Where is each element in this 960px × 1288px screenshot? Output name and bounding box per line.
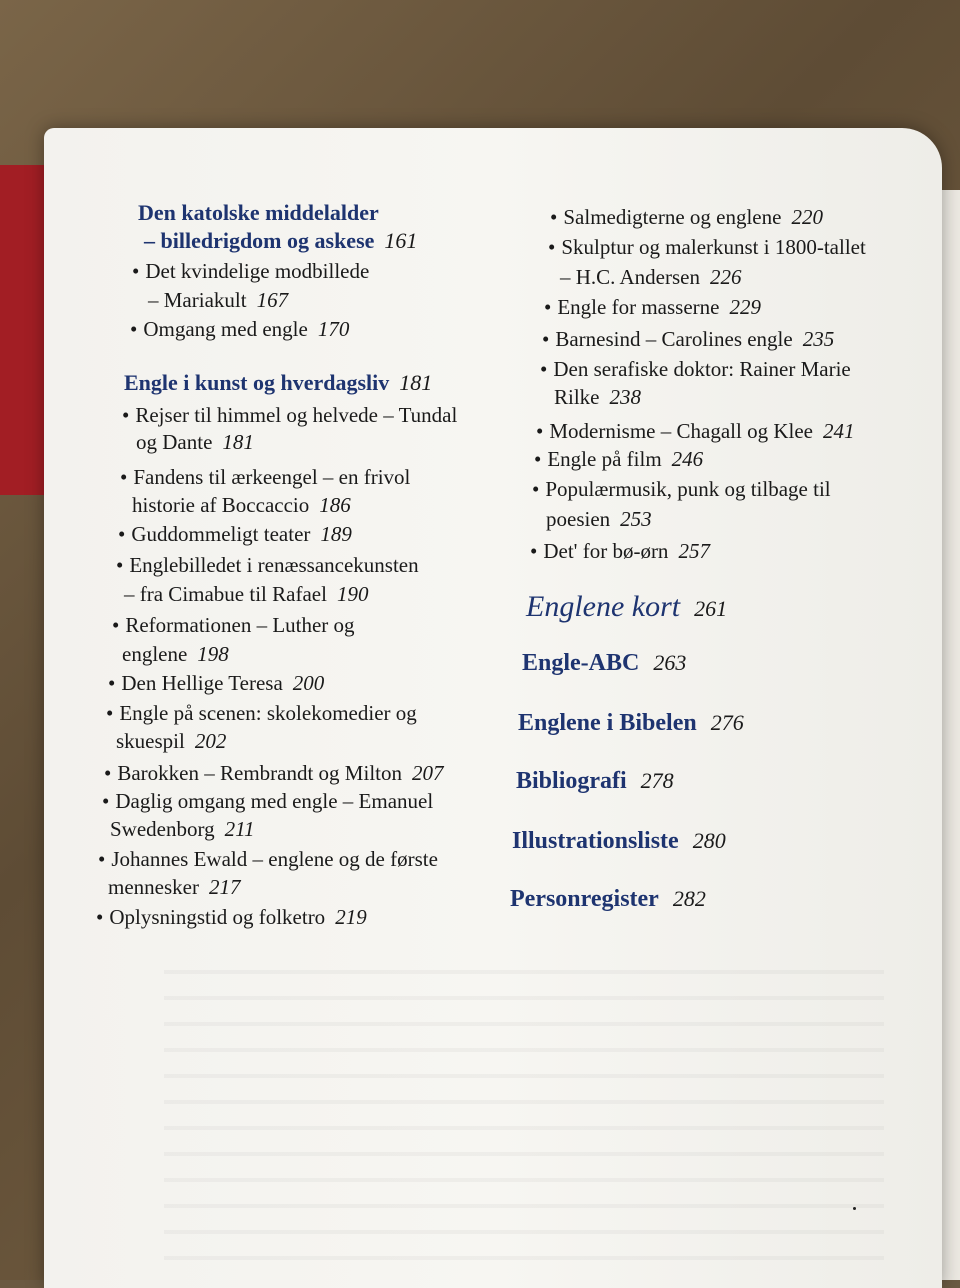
page-number: 202	[194, 729, 227, 753]
toc-item-cont: historie af Boccaccio 186	[132, 493, 351, 517]
page-number: 211	[224, 817, 255, 841]
toc-item: • Reformationen – Luther og	[112, 613, 355, 637]
page-number: 181	[222, 430, 254, 454]
toc-item: • Engle på film 246	[534, 447, 704, 471]
toc-item: • Den serafiske doktor: Rainer Marie	[540, 357, 851, 381]
page-speck	[853, 1207, 856, 1210]
page-number: 170	[317, 317, 350, 341]
toc-item: • Salmedigterne og englene 220	[550, 205, 823, 229]
page-number: 219	[335, 905, 367, 929]
page-number: 261	[694, 596, 728, 621]
toc-item: • Daglig omgang med engle – Emanuel	[102, 789, 434, 813]
toc-item-cont: Rilke 238	[554, 385, 641, 409]
toc-item: • Omgang med engle 170	[130, 317, 350, 341]
page-number: 246	[671, 447, 704, 471]
toc-item: • Det kvindelige modbillede	[132, 259, 370, 283]
toc-item: • Guddommeligt teater 189	[118, 522, 352, 546]
page-number: 200	[292, 671, 325, 695]
toc-item: • Englebilledet i renæssancekunsten	[116, 553, 419, 577]
page-number: 161	[384, 228, 418, 253]
page-number: 167	[256, 288, 289, 312]
page-number: 226	[710, 265, 742, 289]
page-number: 253	[620, 507, 652, 531]
page-number: 207	[412, 761, 444, 785]
toc-item: • Fandens til ærkeengel – en frivol	[120, 465, 411, 489]
section-title: Bibliografi 278	[516, 768, 674, 794]
section-title: Englene i Bibelen 276	[518, 710, 744, 736]
toc-item: • Johannes Ewald – englene og de første	[98, 847, 438, 871]
section-title: Illustrationsliste 280	[512, 828, 726, 854]
page-number: 198	[197, 642, 229, 666]
section-title: Englene kort 261	[526, 590, 728, 623]
page-number: 282	[672, 886, 706, 911]
page-number: 276	[710, 710, 744, 735]
toc-item: • Barokken – Rembrandt og Milton 207	[104, 761, 444, 785]
toc-item-cont: englene 198	[122, 642, 229, 666]
toc-item: • Rejser til himmel og helvede – Tundal	[122, 403, 458, 427]
show-through-text	[164, 948, 884, 1278]
toc-item: • Populærmusik, punk og tilbage til	[532, 477, 831, 501]
page-number: 278	[640, 768, 674, 793]
toc-item: • Skulptur og malerkunst i 1800-tallet	[548, 235, 866, 259]
toc-item-cont: – fra Cimabue til Rafael 190	[124, 582, 369, 606]
toc-item-cont: mennesker 217	[108, 875, 241, 899]
page-number: 181	[399, 370, 433, 395]
page-number: 189	[320, 522, 352, 546]
toc-item: • Engle på scenen: skolekomedier og	[106, 701, 417, 725]
toc-item: • Det' for bø-ørn 257	[530, 539, 710, 563]
section-title: Engle i kunst og hverdagsliv 181	[124, 370, 433, 395]
page-number: 220	[791, 205, 823, 229]
toc-item-cont: poesien 253	[546, 507, 652, 531]
toc-item-cont: og Dante 181	[136, 430, 254, 454]
toc-item: • Oplysningstid og folketro 219	[96, 905, 367, 929]
page-number: 238	[609, 385, 641, 409]
toc-item: • Engle for masserne 229	[544, 295, 761, 319]
page-number: 235	[802, 327, 835, 351]
page-number: 190	[336, 582, 369, 606]
toc-item: • Modernisme – Chagall og Klee 241	[536, 419, 855, 443]
page-number: 186	[319, 493, 351, 517]
section-title: Engle-ABC 263	[522, 650, 687, 676]
toc-item-cont: – H.C. Andersen 226	[560, 265, 742, 289]
page-number: 241	[822, 419, 855, 443]
toc-item-cont: skuespil 202	[116, 729, 227, 753]
toc-item-cont: Swedenborg 211	[110, 817, 255, 841]
book-page	[44, 128, 942, 1288]
page-number: 229	[729, 295, 761, 319]
page-number: 263	[653, 650, 687, 675]
toc-item: • Barnesind – Carolines engle 235	[542, 327, 835, 351]
page-number: 217	[208, 875, 241, 899]
page-number: 257	[678, 539, 710, 563]
section-title: Den katolske middelalder	[138, 200, 379, 225]
toc-item: • Den Hellige Teresa 200	[108, 671, 325, 695]
section-title-cont: – billedrigdom og askese 161	[144, 228, 418, 253]
section-title: Personregister 282	[510, 886, 706, 912]
page-number: 280	[692, 828, 726, 853]
toc-item-cont: – Mariakult 167	[148, 288, 289, 312]
